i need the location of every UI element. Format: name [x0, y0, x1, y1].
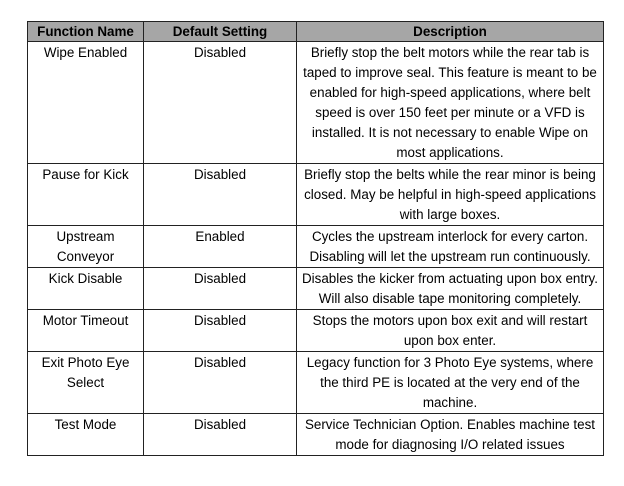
- table-row: [28, 310, 604, 352]
- function-settings-table: [27, 21, 604, 456]
- default-setting-cell: Disabled: [144, 42, 297, 164]
- table-row: [28, 268, 604, 310]
- function-name-cell: Wipe Enabled: [28, 42, 144, 164]
- default-setting-cell: Disabled: [144, 164, 297, 226]
- default-setting-cell: Disabled: [144, 414, 297, 456]
- description-cell: Briefly stop the belt motors while the rear tab is taped to improve seal. This feature is meant to be enabled for high-speed applications, where belt speed is over 150 feet per minute or a VFD is installed. It is not necessary to enable Wipe on most applications.: [297, 42, 604, 164]
- function-name-cell: Kick Disable: [28, 268, 144, 310]
- header-function-name: Function Name: [28, 22, 144, 42]
- header-description: Description: [297, 22, 604, 42]
- function-name-cell: Upstream Conveyor: [28, 226, 144, 268]
- function-name-cell: Pause for Kick: [28, 164, 144, 226]
- table-row: [28, 352, 604, 414]
- table-header-row: [28, 22, 604, 42]
- table-row: [28, 164, 604, 226]
- header-default-setting: Default Setting: [144, 22, 297, 42]
- function-name-cell: Test Mode: [28, 414, 144, 456]
- table-row: [28, 414, 604, 456]
- function-name-cell: Motor Timeout: [28, 310, 144, 352]
- description-cell: Stops the motors upon box exit and will restart upon box enter.: [297, 310, 604, 352]
- description-cell: Service Technician Option. Enables machine test mode for diagnosing I/O related issues: [297, 414, 604, 456]
- default-setting-cell: Disabled: [144, 352, 297, 414]
- default-setting-cell: Disabled: [144, 268, 297, 310]
- description-cell: Briefly stop the belts while the rear minor is being closed. May be helpful in high-speed applications with large boxes.: [297, 164, 604, 226]
- description-cell: Cycles the upstream interlock for every carton. Disabling will let the upstream run continuously.: [297, 226, 604, 268]
- default-setting-cell: Disabled: [144, 310, 297, 352]
- description-cell: Disables the kicker from actuating upon box entry. Will also disable tape monitoring completely.: [297, 268, 604, 310]
- table-row: [28, 42, 604, 164]
- table-row: [28, 226, 604, 268]
- function-name-cell: Exit Photo Eye Select: [28, 352, 144, 414]
- description-cell: Legacy function for 3 Photo Eye systems, where the third PE is located at the very end of the machine.: [297, 352, 604, 414]
- default-setting-cell: Enabled: [144, 226, 297, 268]
